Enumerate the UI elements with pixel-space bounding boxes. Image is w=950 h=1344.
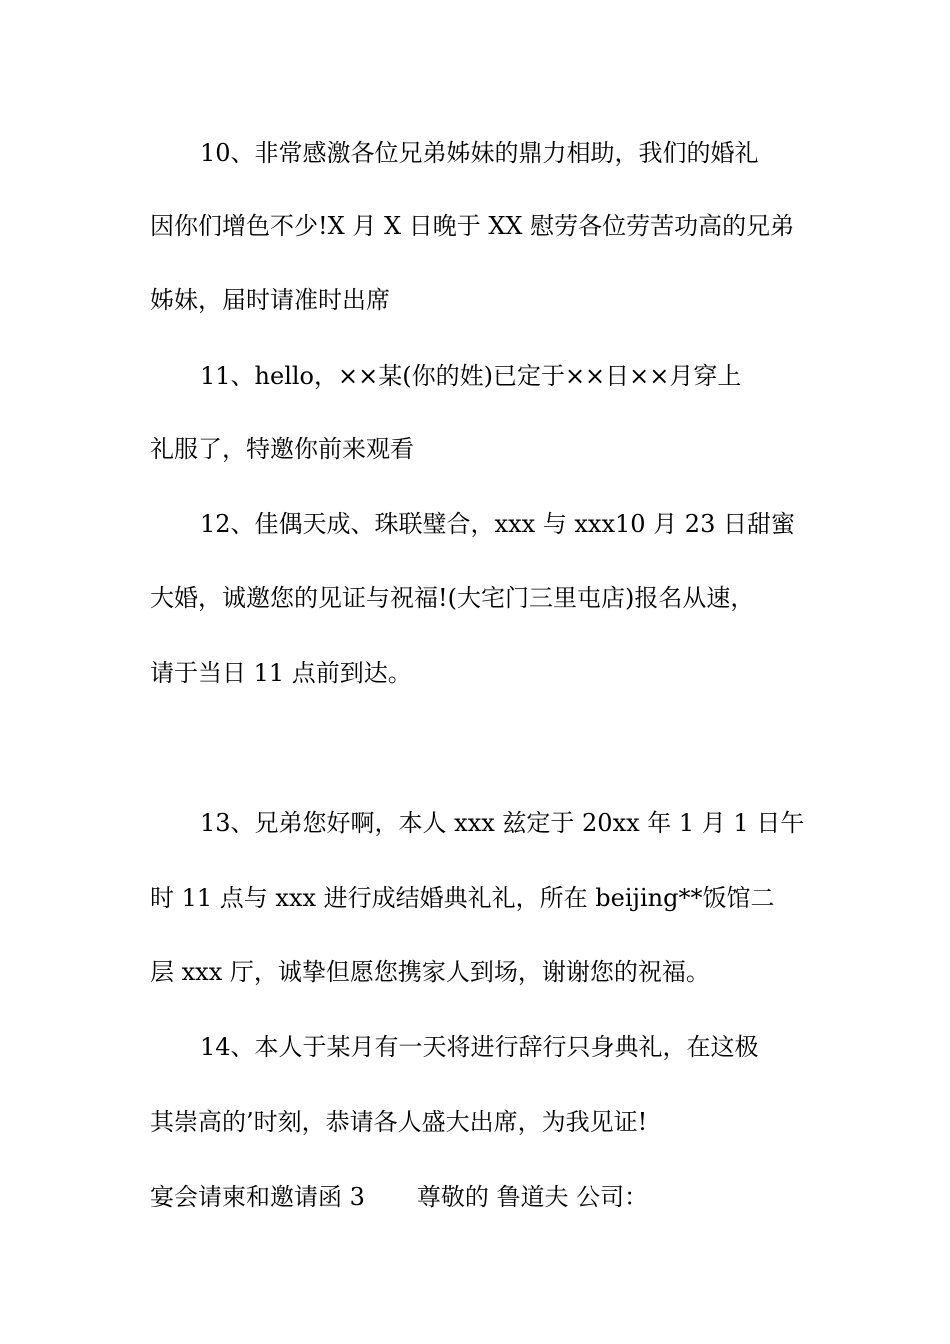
paragraph-11-line-2: 礼服了，特邀你前来观看 <box>150 435 414 463</box>
paragraph-10-line-3: 姊妹，届时请准时出席 <box>150 286 390 314</box>
paragraph-14-line-1: 14、本人于某月有一天将进行辞行只身典礼，在这极 <box>200 1033 759 1061</box>
paragraph-11-line-1: 11、hello，××某(你的姓)已定于××日××月穿上 <box>200 362 742 390</box>
section-title: 宴会请柬和邀请函 3 <box>150 1183 365 1211</box>
paragraph-13-line-3: 层 xxx 厅，诚挚但愿您携家人到场，谢谢您的祝福。 <box>150 958 710 986</box>
paragraph-12-line-1: 12、佳偶天成、珠联璧合，xxx 与 xxx10 月 23 日甜蜜 <box>200 510 795 538</box>
section-heading-line <box>150 1182 810 1212</box>
paragraph-12-line-2: 大婚，诚邀您的见证与祝福!(大宅门三里屯店)报名从速， <box>150 584 755 612</box>
salutation: 尊敬的 鲁道夫 公司： <box>416 1183 649 1211</box>
paragraph-13-line-1: 13、兄弟您好啊，本人 xxx 兹定于 20xx 年 1 月 1 日午 <box>200 809 805 837</box>
paragraph-14-line-2: 其崇高的’时刻，恭请各人盛大出席，为我见证! <box>150 1108 648 1136</box>
paragraph-10-line-1: 10、非常感激各位兄弟姊妹的鼎力相助，我们的婚礼 <box>200 139 759 167</box>
paragraph-13-line-2: 时 11 点与 xxx 进行成结婚典礼礼，所在 beijing**饭馆二 <box>150 884 775 912</box>
paragraph-12-line-3: 请于当日 11 点前到达。 <box>150 659 412 687</box>
paragraph-10-line-2: 因你们增色不少!X 月 X 日晚于 XX 慰劳各位劳苦功高的兄弟 <box>150 212 795 240</box>
